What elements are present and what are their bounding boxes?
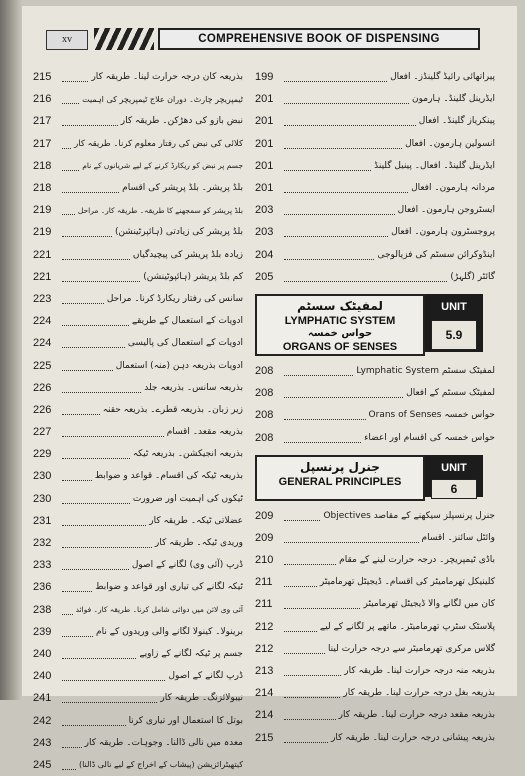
- dot-leader: [62, 405, 100, 415]
- toc-entry-title: پلاسٹک سٹرپ تھرمامیٹر۔ ماتھے پر لگانے کے لیے: [319, 621, 495, 632]
- toc-entry-title: بلڈ پریشر کو سمجھنے کا طریقہ۔ طریقہ کار۔ مراحل: [77, 205, 243, 215]
- toc-entry-page: 216: [33, 93, 52, 106]
- unit-5-9-title: LYMPHATIC SYSTEM: [284, 314, 396, 327]
- page-header: [36, 22, 486, 56]
- toc-entry-page: 240: [33, 670, 52, 683]
- toc-entry-title: بلڈ پریشر کی زیادتی (ہائپرٹینشن): [114, 227, 243, 238]
- toc-entry-page: 201: [255, 159, 274, 172]
- toc-entry-page: 221: [33, 248, 52, 261]
- toc-entry-title: وریدی ٹیکہ۔ طریقہ کار: [154, 538, 243, 549]
- toc-entry-page: 208: [255, 387, 274, 400]
- toc-entry: [33, 421, 243, 443]
- toc-entry-title: حواس خمسہ کی اقسام اور اعضاء: [364, 432, 495, 443]
- dot-leader: [284, 511, 320, 521]
- dot-leader: [284, 622, 317, 632]
- toc-entry-title: کلینیکل تھرمامیٹر کی اقسام۔ ڈیجیٹل تھرمامیٹر: [319, 577, 495, 588]
- book-title: COMPREHENSIVE BOOK OF DISPENSING: [158, 28, 480, 50]
- dot-leader: [62, 427, 164, 437]
- dot-leader: [284, 94, 409, 104]
- toc-entry-title: جسم پر نبض کو ریکارڈ کرنے کے لیے شریانوں کے نام: [82, 161, 243, 171]
- toc-entry-page: 227: [33, 426, 52, 439]
- toc-section-endocrine: [255, 66, 495, 288]
- toc-entry-title: ٹیکہ لگانے کی تیاری اور قواعد و ضوابط: [95, 582, 243, 593]
- left-toc-column: [33, 66, 243, 776]
- toc-entry-title: بذریعہ سانس۔ بذریعہ جلد: [144, 382, 243, 393]
- dot-leader: [62, 383, 141, 393]
- dot-leader: [284, 139, 402, 149]
- toc-entry: [33, 732, 243, 754]
- toc-entry-page: 208: [255, 409, 274, 422]
- dot-leader: [284, 733, 328, 743]
- toc-entry: [255, 638, 495, 660]
- toc-entry-title: کم بلڈ پریشر (ہائپوٹینشن): [143, 271, 243, 282]
- dot-leader: [284, 183, 408, 193]
- toc-entry: [33, 709, 243, 731]
- toc-entry-title: گلاس مرکری تھرمامیٹر سے درجہ حرارت لینا: [327, 643, 495, 654]
- toc-entry-title: بذریعہ بغل درجہ حرارت لینا۔ طریقہ کار: [343, 688, 495, 699]
- toc-entry-title: پروجسٹرون ہارمون۔ افعال: [391, 227, 495, 238]
- toc-entry-page: 229: [33, 448, 52, 461]
- toc-entry-page: 212: [255, 620, 274, 633]
- toc-entry-page: 224: [33, 315, 52, 328]
- dot-leader: [62, 449, 130, 459]
- toc-entry-title: پیراتھائی رائیڈ گلینڈز۔ افعال: [390, 72, 495, 83]
- toc-entry-title: باڈی ٹیمپریچر۔ درجہ حرارت لینے کے مقام: [339, 555, 495, 566]
- toc-entry-title: وائٹل سائنز۔ اقسام: [421, 532, 495, 543]
- right-toc-column: [255, 66, 495, 749]
- toc-entry-title: کلائی کی نبض کی رفتار معلوم کرنا۔ طریقہ کار: [74, 139, 243, 150]
- toc-entry: [255, 505, 495, 527]
- toc-entry-page: 231: [33, 514, 52, 527]
- toc-entry-page: 230: [33, 470, 52, 483]
- dot-leader: [284, 72, 387, 82]
- dot-leader: [62, 250, 130, 260]
- dot-leader: [284, 161, 371, 171]
- unit-5-9-tag-label: UNIT: [441, 300, 467, 313]
- toc-entry: [33, 510, 243, 532]
- toc-entry: [255, 549, 495, 571]
- toc-entry-page: 208: [255, 431, 274, 444]
- unit-5-9-subtitle: ORGANS OF SENSES: [282, 340, 398, 353]
- toc-entry-page: 210: [255, 554, 274, 567]
- toc-entry-page: 239: [33, 625, 52, 638]
- toc-entry: [33, 443, 243, 465]
- toc-entry: [33, 465, 243, 487]
- toc-entry: [255, 616, 495, 638]
- toc-entry-title: کان میں لگانے والا ڈیجیٹل تھرمامیٹر: [363, 599, 495, 610]
- toc-entry-title: بذریعہ کان درجہ حرارت لینا۔ طریقہ کار: [91, 72, 243, 83]
- toc-entry-title: زیر زبان۔ بذریعہ قطرے۔ بذریعہ حقنہ: [102, 404, 243, 415]
- toc-entry: [33, 377, 243, 399]
- toc-entry-title: آئی وی لائن میں دوائی شامل کرنا۔ طریقہ کار۔ فوائد: [75, 605, 243, 615]
- dot-leader: [62, 161, 79, 171]
- toc-entry-title: ٹیکوں کی اہمیت اور ضرورت: [132, 493, 243, 504]
- unit-5-9-header: [255, 294, 495, 356]
- toc-entry: [255, 244, 495, 266]
- toc-entry: [33, 643, 243, 665]
- toc-entry: [33, 133, 243, 155]
- unit-5-9-number: 5.9: [431, 320, 477, 350]
- page-number-label: xv: [46, 30, 88, 50]
- toc-entry-title: ادویات کے استعمال کے طریقے: [131, 316, 243, 327]
- unit-5-9-title-box: [255, 294, 425, 356]
- dot-leader: [62, 338, 125, 348]
- toc-entry: [255, 133, 495, 155]
- toc-entry-title: جسم پر ٹیکہ لگانے کے زاویے: [139, 648, 243, 659]
- toc-entry-title: زیادہ بلڈ پریشر کی پیچیدگیاں: [132, 249, 243, 260]
- toc-entry-title: لمفیٹک سسٹم Lymphatic System: [356, 365, 495, 376]
- toc-entry-title: برینولا۔ کینولا لگانے والی وریدوں کے نام: [96, 626, 243, 637]
- toc-entry-title: اینڈوکرائن سسٹم کی فزیالوجی: [377, 249, 495, 260]
- dot-leader: [62, 361, 113, 371]
- toc-entry: [33, 155, 243, 177]
- toc-entry-page: 201: [255, 182, 274, 195]
- dot-leader: [284, 599, 360, 609]
- dot-leader: [62, 627, 93, 637]
- toc-entry-title: بذریعہ انجیکشن۔ بذریعہ ٹیکہ: [132, 449, 243, 460]
- toc-entry: [255, 704, 495, 726]
- toc-entry-page: 209: [255, 509, 274, 522]
- unit-6-tag: [425, 455, 483, 497]
- toc-entry-page: 226: [33, 381, 52, 394]
- toc-entry-page: 224: [33, 337, 52, 350]
- toc-entry: [255, 177, 495, 199]
- toc-entry-page: 242: [33, 714, 52, 727]
- toc-entry-title: ایڈرینل گلینڈ۔ افعال۔ پینیل گلینڈ: [374, 160, 495, 171]
- toc-entry: [255, 88, 495, 110]
- toc-entry-page: 241: [33, 692, 52, 705]
- toc-entry: [255, 110, 495, 132]
- toc-entry: [255, 360, 495, 382]
- toc-entry-page: 218: [33, 159, 52, 172]
- unit-6-header: [255, 455, 495, 501]
- unit-6-title: GENERAL PRINCIPLES: [278, 475, 402, 488]
- dot-leader: [62, 183, 119, 193]
- dot-leader: [62, 716, 126, 726]
- dot-leader: [62, 294, 104, 304]
- toc-entry-page: 215: [33, 71, 52, 84]
- toc-entry-page: 211: [255, 598, 273, 611]
- toc-entry: [33, 110, 243, 132]
- toc-entry-title: ڈرپ (آئی وی) لگانے کے اصول: [131, 560, 243, 571]
- toc-entry: [255, 527, 495, 549]
- toc-entry-page: 209: [255, 531, 274, 544]
- toc-entry: [33, 687, 243, 709]
- dot-leader: [62, 760, 76, 770]
- toc-entry-page: 225: [33, 359, 52, 372]
- toc-entry-page: 236: [33, 581, 52, 594]
- toc-entry-page: 208: [255, 364, 274, 377]
- toc-entry: [33, 310, 243, 332]
- dot-leader: [284, 227, 388, 237]
- toc-entry: [255, 155, 495, 177]
- toc-entry-page: 215: [255, 731, 274, 744]
- toc-entry-title: حواس خمسہ Orans of Senses: [368, 410, 495, 421]
- toc-entry: [255, 382, 495, 404]
- toc-entry: [33, 288, 243, 310]
- unit-6-number: 6: [431, 479, 477, 499]
- toc-entry: [255, 66, 495, 88]
- toc-entry-page: 204: [255, 248, 274, 261]
- toc-entry-title: ایسٹروجن ہارمون۔ افعال: [397, 205, 495, 216]
- toc-entry: [33, 665, 243, 687]
- toc-entry-title: بلڈ پریشر۔ بلڈ پریشر کی اقسام: [122, 183, 243, 194]
- dot-leader: [284, 205, 395, 215]
- toc-entry: [33, 576, 243, 598]
- dot-leader: [62, 471, 92, 481]
- page-gutter-shadow: [0, 0, 22, 700]
- toc-entry-page: 213: [255, 665, 274, 678]
- toc-entry: [33, 221, 243, 243]
- dot-leader: [284, 250, 374, 260]
- dot-leader: [62, 205, 75, 215]
- unit-6-tag-label: UNIT: [441, 461, 467, 474]
- dot-leader: [284, 688, 340, 698]
- toc-entry-title: مردانہ ہارمون۔ افعال: [411, 183, 495, 194]
- dot-leader: [284, 710, 336, 720]
- toc-entry-title: بذریعہ ٹیکہ کی اقسام۔ قواعد و ضوابط: [94, 471, 243, 482]
- toc-entry: [33, 554, 243, 576]
- toc-entry: [33, 177, 243, 199]
- dot-leader: [284, 555, 336, 565]
- toc-entry-page: 205: [255, 270, 274, 283]
- toc-entry-title: نیبولائزنگ۔ طریقہ کار: [160, 693, 243, 704]
- toc-entry-page: 221: [33, 270, 52, 283]
- toc-entry-title: لمفیٹک سسٹم کے افعال: [406, 388, 495, 399]
- toc-entry: [255, 660, 495, 682]
- dot-leader: [284, 533, 419, 543]
- toc-entry-page: 219: [33, 226, 52, 239]
- dot-leader: [62, 316, 129, 326]
- toc-entry: [255, 593, 495, 615]
- dot-leader: [62, 738, 82, 748]
- toc-entry: [33, 244, 243, 266]
- dot-leader: [62, 538, 152, 548]
- dot-leader: [284, 644, 325, 654]
- dot-leader: [284, 272, 447, 282]
- toc-entry: [33, 621, 243, 643]
- dot-leader: [284, 366, 353, 376]
- toc-entry: [33, 599, 243, 621]
- toc-entry: [255, 221, 495, 243]
- toc-entry-page: 201: [255, 115, 274, 128]
- toc-entry: [255, 426, 495, 448]
- toc-entry-page: 245: [33, 758, 52, 771]
- toc-entry-page: 211: [255, 576, 273, 589]
- toc-entry-page: 240: [33, 647, 52, 660]
- toc-entry-title: بذریعہ منہ درجہ حرارت لینا۔ طریقہ کار: [344, 666, 495, 677]
- toc-entry: [255, 682, 495, 704]
- toc-entry-page: 203: [255, 226, 274, 239]
- toc-entry-page: 218: [33, 182, 52, 195]
- unit-6-title-box: [255, 455, 425, 501]
- toc-entry-page: 217: [33, 115, 52, 128]
- dot-leader: [284, 433, 361, 443]
- toc-entry: [33, 199, 243, 221]
- dot-leader: [62, 605, 73, 615]
- toc-entry-title: ایڈرینل گلینڈ۔ ہارمون: [412, 94, 495, 105]
- dot-leader: [62, 516, 146, 526]
- dot-leader: [62, 116, 118, 126]
- toc-entry-page: 223: [33, 292, 52, 305]
- toc-entry-title: بوتل کا استعمال اور تیاری کرنا: [128, 715, 243, 726]
- dot-leader: [62, 671, 165, 681]
- unit-5-9-urdu-title: لمفیٹک سسٹم: [297, 298, 383, 313]
- dot-leader: [62, 649, 136, 659]
- toc-entry-title: سانس کی رفتار ریکارڈ کرنا۔ مراحل: [106, 293, 243, 304]
- toc-entry-page: 230: [33, 492, 52, 505]
- toc-entry: [33, 88, 243, 110]
- toc-entry-title: گائٹر (گلہڑ): [450, 271, 495, 282]
- toc-entry-title: نبض بازو کی دھڑکن۔ طریقہ کار: [120, 116, 243, 127]
- dot-leader: [284, 388, 403, 398]
- toc-entry: [33, 66, 243, 88]
- unit-5-9-urdu-subtitle: حواس خمسہ: [307, 327, 373, 339]
- toc-entry-page: 219: [33, 204, 52, 217]
- unit-6-urdu-title: جنرل پرنسپل: [300, 459, 380, 474]
- dot-leader: [62, 560, 129, 570]
- toc-entry-page: 201: [255, 137, 274, 150]
- toc-entry: [255, 199, 495, 221]
- toc-entry-title: معدہ میں نالی ڈالنا۔ وجوہات۔ طریقہ کار: [84, 737, 243, 748]
- toc-entry: [255, 266, 495, 288]
- toc-section-general-principles: [255, 505, 495, 749]
- toc-entry: [33, 332, 243, 354]
- toc-entry-title: انسولین ہارمون۔ افعال: [405, 138, 495, 149]
- toc-entry-page: 199: [255, 71, 274, 84]
- toc-entry-page: 201: [255, 93, 274, 106]
- toc-entry-title: کیتھیٹرائزیشن (پیشاب کے اخراج کے لیے نالی ڈالنا): [78, 760, 243, 770]
- toc-entry-title: ادویات بذریعہ دہن (منہ) استعمال: [115, 360, 243, 371]
- toc-entry-page: 233: [33, 559, 52, 572]
- dot-leader: [284, 577, 317, 587]
- toc-entry: [33, 266, 243, 288]
- toc-entry-page: 243: [33, 736, 52, 749]
- toc-entry-title: بذریعہ مقعد۔ اقسام: [166, 427, 243, 438]
- toc-entry-page: 203: [255, 204, 274, 217]
- toc-entry: [255, 571, 495, 593]
- toc-entry-title: عضلاتی ٹیکہ۔ طریقہ کار: [149, 515, 243, 526]
- toc-entry-page: 226: [33, 403, 52, 416]
- toc-entry-title: ڈرپ لگانے کے اصول: [168, 671, 243, 682]
- toc-entry-title: پینکریاز گلینڈ۔ افعال: [418, 116, 495, 127]
- toc-entry-title: جنرل پرنسپلز سیکھنے کے مقاصد Objectives: [323, 510, 495, 521]
- dot-leader: [284, 666, 341, 676]
- toc-entry: [255, 727, 495, 749]
- toc-entry-title: بذریعہ مقعد درجہ حرارت لینا۔ طریقہ کار: [338, 710, 495, 721]
- dot-leader: [62, 227, 112, 237]
- toc-entry-page: 217: [33, 137, 52, 150]
- unit-5-9-tag: [425, 294, 483, 352]
- toc-entry-page: 212: [255, 642, 274, 655]
- toc-entry: [33, 399, 243, 421]
- toc-entry: [33, 754, 243, 776]
- dot-leader: [62, 494, 130, 504]
- toc-entry-page: 232: [33, 537, 52, 550]
- toc-entry-title: ادویات کے استعمال کی پالیسی: [127, 338, 243, 349]
- toc-entry: [33, 488, 243, 510]
- dot-leader: [62, 272, 140, 282]
- dot-leader: [284, 410, 366, 420]
- header-stripes-decoration: [94, 28, 154, 50]
- toc-section-lymphatic: [255, 360, 495, 449]
- dot-leader: [62, 139, 71, 149]
- toc-entry: [255, 404, 495, 426]
- toc-entry-page: 238: [33, 603, 52, 616]
- dot-leader: [62, 582, 92, 592]
- toc-entry: [33, 354, 243, 376]
- toc-entry-page: 214: [255, 687, 274, 700]
- toc-entry-page: 214: [255, 709, 274, 722]
- toc-entry-title: بذریعہ پیشانی درجہ حرارت لینا۔ طریقہ کار: [331, 732, 495, 743]
- toc-entry-title: ٹیمپریچر چارٹ۔ دوران علاج ٹیمپریچر کی اہمیت: [82, 94, 243, 104]
- dot-leader: [62, 693, 157, 703]
- toc-entry: [33, 532, 243, 554]
- dot-leader: [284, 116, 416, 126]
- dot-leader: [62, 72, 88, 82]
- dot-leader: [62, 94, 79, 104]
